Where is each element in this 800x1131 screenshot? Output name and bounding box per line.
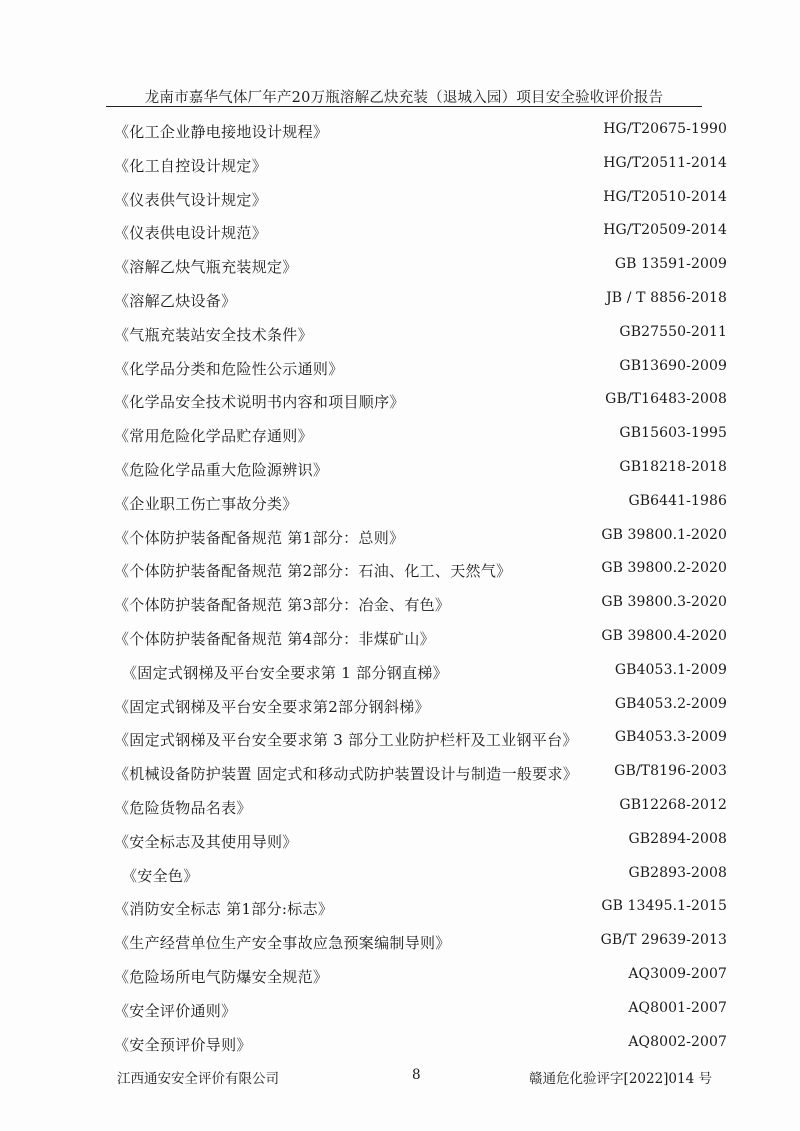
standard-code: GB2893-2008 (628, 864, 727, 881)
standard-code: GB 39800.2-2020 (601, 560, 727, 577)
standard-row (0, 688, 800, 722)
standard-code: GB6441-1986 (628, 492, 727, 509)
standard-row (0, 958, 800, 992)
standard-row (0, 755, 800, 789)
standard-row (0, 248, 800, 282)
standard-title: 《化工企业静电接地设计规程》 (114, 123, 329, 141)
standard-row (0, 113, 800, 147)
standard-title: 《仪表供电设计规范》 (114, 224, 268, 243)
standard-title: 《消防安全标志 第1部分:标志》 (114, 900, 334, 919)
standard-code: GB 13495.1-2015 (601, 898, 727, 915)
header-divider (106, 106, 702, 107)
standard-title: 《化学品安全技术说明书内容和项目顺序》 (114, 393, 405, 412)
standard-title: 《固定式钢梯及平台安全要求第2部分钢斜梯》 (114, 697, 430, 716)
standard-code: GB 39800.3-2020 (601, 594, 727, 611)
standard-row (0, 789, 800, 823)
footer-page-number: 8 (412, 1067, 421, 1083)
standard-title: 《安全评价通则》 (114, 1001, 237, 1020)
standard-title: 《固定式钢梯及平台安全要求第 1 部分钢直梯》 (122, 663, 448, 682)
page-header-title: 龙南市嘉华气体厂年产20万瓶溶解乙炔充装（退城入园）项目安全验收评价报告 (144, 90, 664, 106)
standard-title: 《仪表供气设计规定》 (114, 190, 268, 209)
standard-code: GB18218-2018 (619, 458, 727, 475)
standard-title: 《个体防护装备配备规范 第4部分：非煤矿山》 (114, 629, 435, 648)
standard-code: GB4053.2-2009 (614, 695, 727, 712)
standard-row (0, 586, 800, 620)
standard-title: 《化工自控设计规定》 (114, 156, 268, 175)
standard-title: 《常用危险化学品贮存通则》 (114, 427, 313, 446)
standard-title: 《安全预评价导则》 (114, 1035, 252, 1054)
standard-code: GB/T8196-2003 (614, 763, 727, 780)
standard-row (0, 350, 800, 384)
standard-code: GB 39800.4-2020 (601, 627, 727, 644)
footer-document-number: 赣通危化验评字[2022]014 号 (529, 1071, 712, 1087)
standard-code: GB12268-2012 (619, 796, 727, 813)
standard-title: 《危险货物品名表》 (114, 798, 252, 817)
standard-code: HG/T20511-2014 (603, 154, 727, 171)
standard-row (0, 552, 800, 586)
standard-code: GB/T 29639-2013 (600, 932, 727, 949)
standard-code: GB 13591-2009 (614, 256, 727, 273)
standard-code: GB13690-2009 (619, 357, 727, 374)
standard-code: GB4053.1-2009 (614, 661, 727, 678)
standard-row (0, 890, 800, 924)
page-footer (0, 1067, 800, 1087)
footer-company: 江西通安安全评价有限公司 (117, 1071, 279, 1087)
standard-row (0, 924, 800, 958)
standard-code: GB4053.3-2009 (614, 729, 727, 746)
standard-title: 《个体防护装备配备规范 第1部分：总则》 (114, 528, 405, 547)
standard-title: 《生产经营单位生产安全事故应急预案编制导则》 (114, 934, 451, 953)
standard-title: 《机械设备防护装置 固定式和移动式防护装置设计与制造一般要求》 (114, 765, 579, 784)
standard-row (0, 1026, 800, 1060)
standard-row (0, 620, 800, 654)
standard-row (0, 823, 800, 857)
standard-row (0, 654, 800, 688)
standard-title: 《企业职工伤亡事故分类》 (114, 494, 298, 513)
standard-row (0, 282, 800, 316)
standard-title: 《安全标志及其使用导则》 (114, 832, 298, 851)
standard-title: 《气瓶充装站安全技术条件》 (114, 325, 313, 344)
standard-row (0, 519, 800, 553)
standard-code: HG/T20675-1990 (603, 121, 727, 137)
standard-row (0, 147, 800, 181)
standard-row (0, 214, 800, 248)
standard-code: GB 39800.1-2020 (601, 526, 727, 543)
standard-title: 《溶解乙炔设备》 (114, 291, 237, 310)
standard-title: 《化学品分类和危险性公示通则》 (114, 359, 344, 378)
standard-title: 《个体防护装备配备规范 第3部分：冶金、有色》 (114, 596, 451, 615)
standard-code: AQ8002-2007 (628, 1033, 727, 1050)
standard-row (0, 316, 800, 350)
standard-row (0, 451, 800, 485)
standard-code: GB/T16483-2008 (605, 391, 727, 408)
standard-row (0, 417, 800, 451)
standard-code: GB15603-1995 (619, 425, 727, 442)
standard-code: HG/T20509-2014 (603, 222, 727, 239)
standards-list (0, 113, 800, 1059)
standard-title: 《溶解乙炔气瓶充装规定》 (114, 258, 298, 277)
standard-code: GB2894-2008 (628, 830, 727, 847)
standard-row (0, 181, 800, 215)
standard-row (0, 485, 800, 519)
standard-code: AQ3009-2007 (628, 965, 727, 982)
standard-code: GB27550-2011 (619, 323, 727, 340)
standard-title: 《固定式钢梯及平台安全要求第 3 部分工业防护栏杆及工业钢平台》 (114, 731, 578, 750)
standard-code: JB / T 8856-2018 (606, 289, 727, 306)
standard-code: AQ8001-2007 (628, 999, 727, 1016)
standard-title: 《危险化学品重大危险源辨识》 (114, 460, 329, 479)
standard-row (0, 857, 800, 891)
standard-code: HG/T20510-2014 (603, 188, 727, 205)
standard-title: 《安全色》 (122, 866, 199, 885)
standard-title: 《个体防护装备配备规范 第2部分：石油、化工、天然气》 (114, 562, 512, 581)
standard-row (0, 383, 800, 417)
standard-row (0, 721, 800, 755)
standard-title: 《危险场所电气防爆安全规范》 (114, 967, 329, 986)
standard-row (0, 992, 800, 1026)
